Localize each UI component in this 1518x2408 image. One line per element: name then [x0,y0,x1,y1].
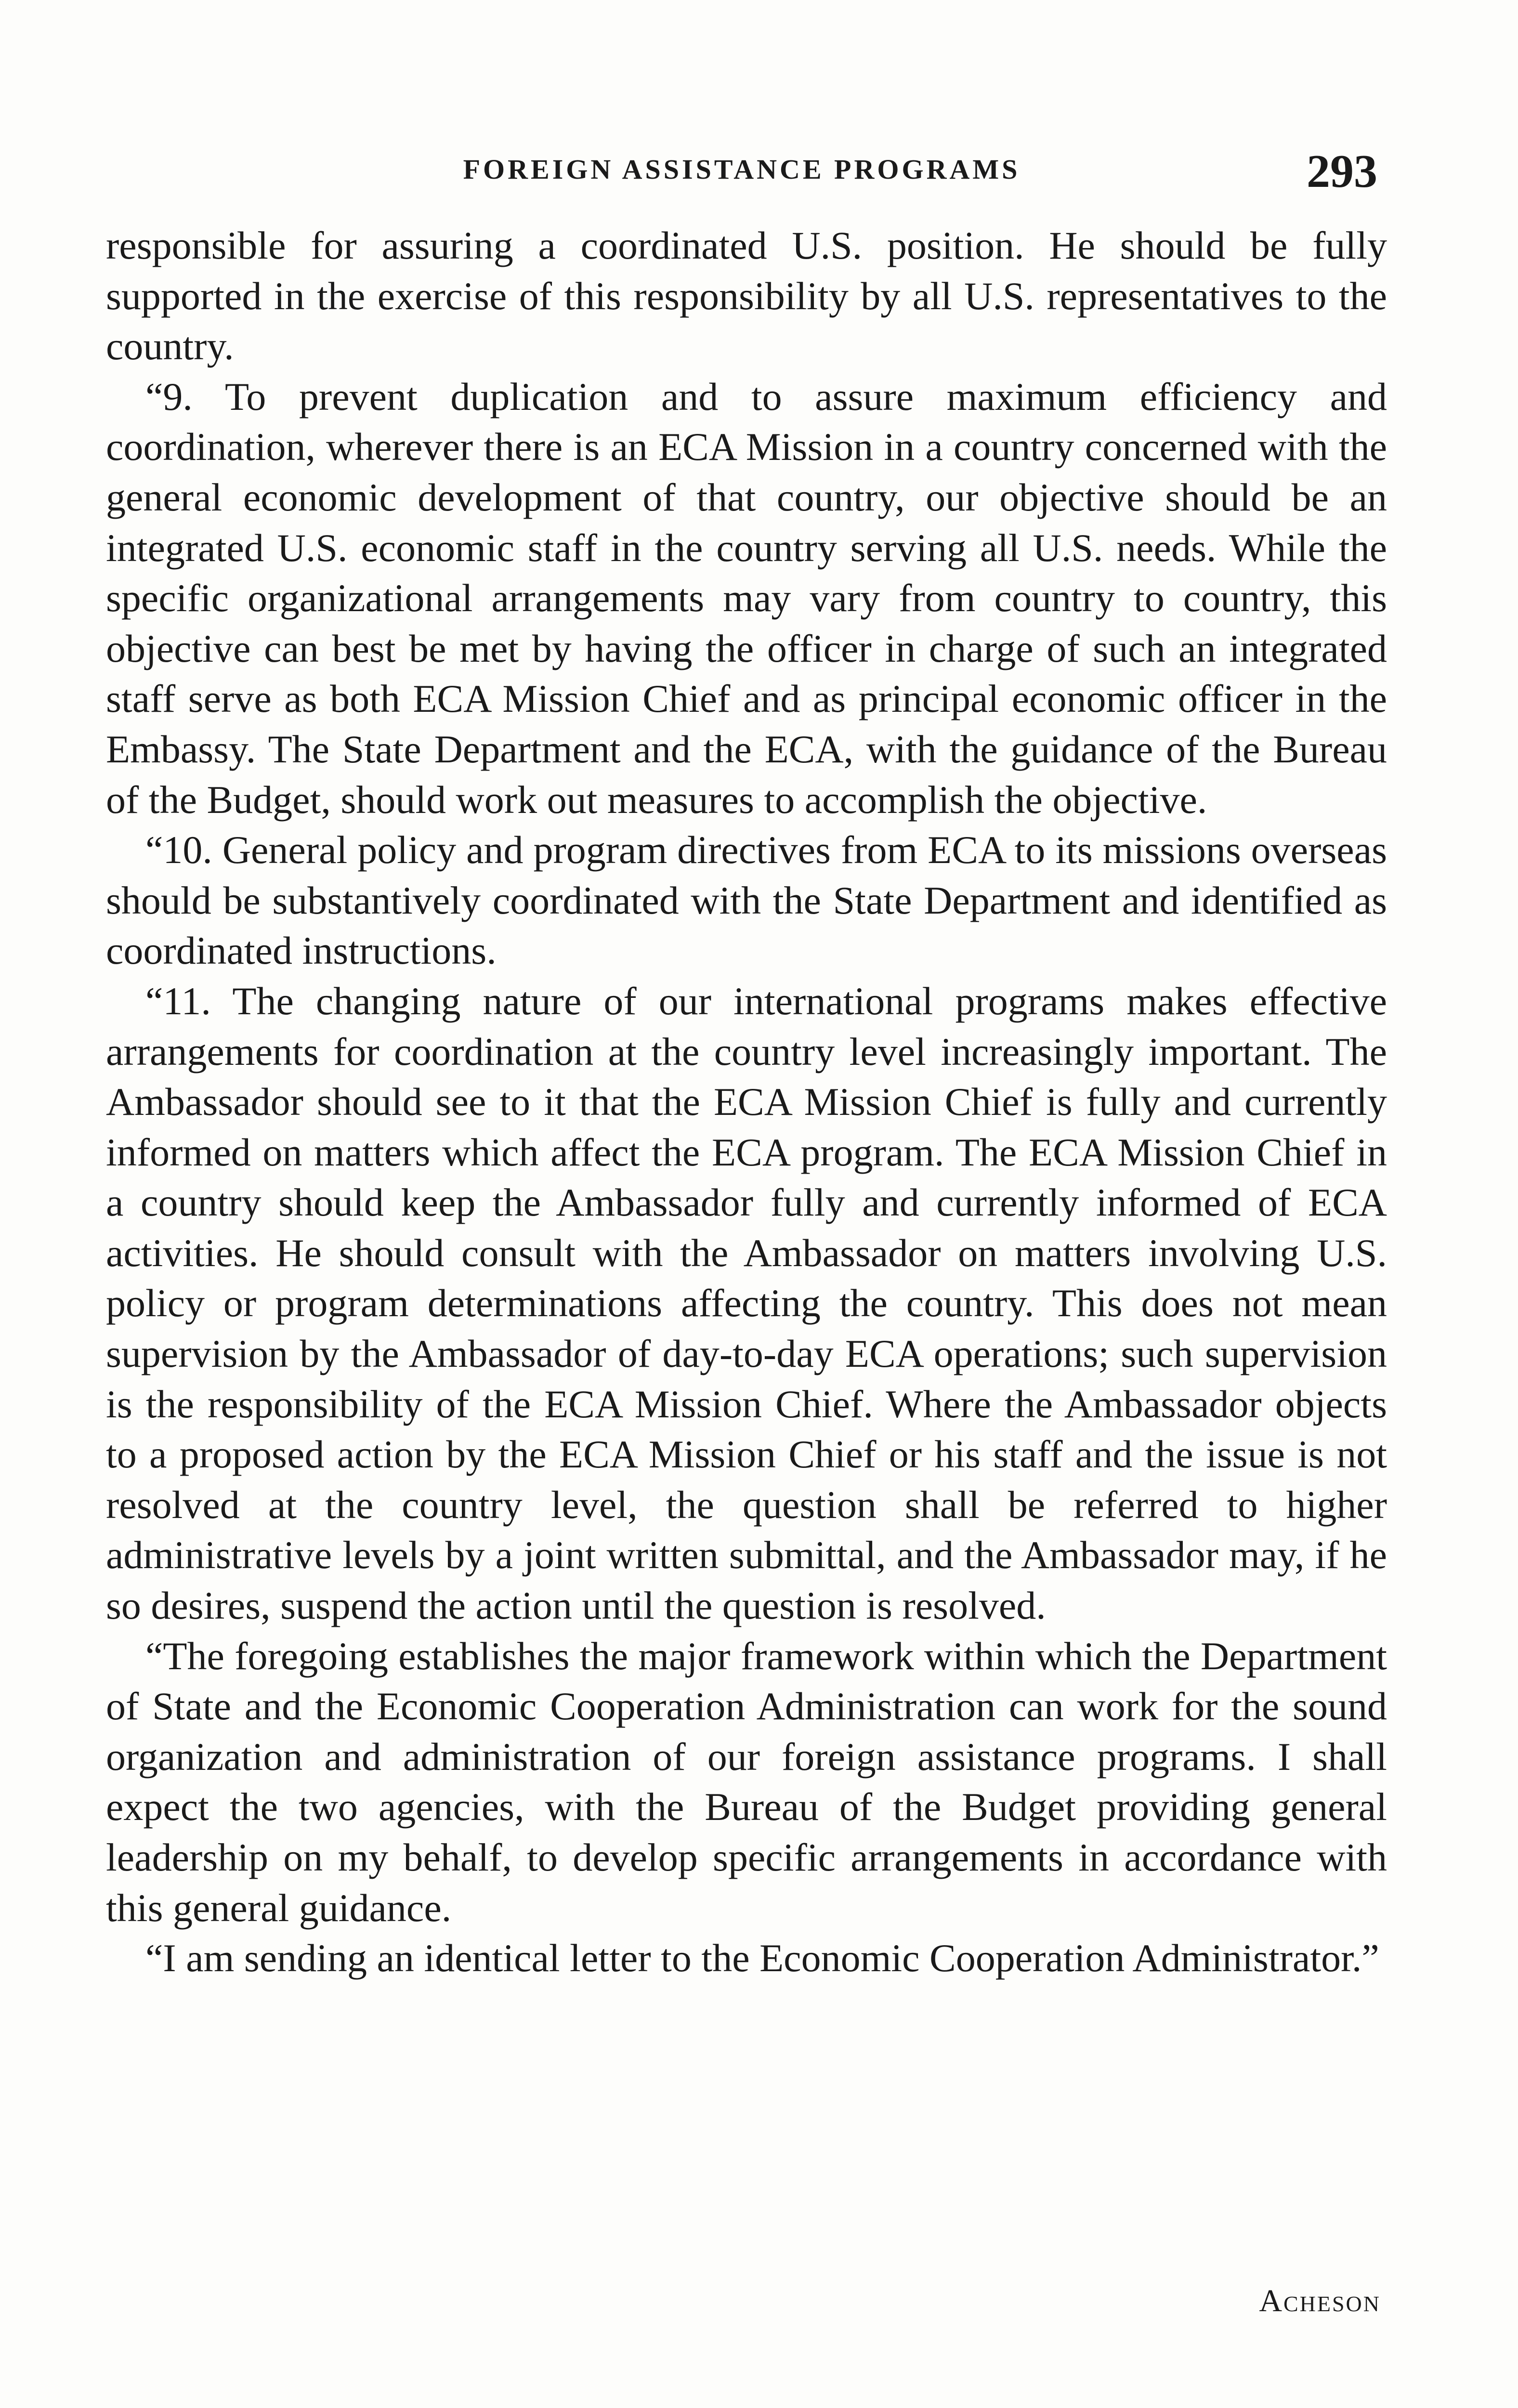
paragraph-item-10: “10. General policy and program directives from ECA to its missions overseas should be substantively coordinated with the State Department and identified as coordinated instructions. [106,828,1387,973]
page-number: 293 [1307,145,1377,197]
paragraph-closing: “I am sending an identical letter to the Economic Cooperation Administrator.” [145,1936,1379,1980]
running-title: FOREIGN ASSISTANCE PROGRAMS [463,154,1021,185]
signature-block [1259,2283,1381,2319]
running-head [106,144,1377,202]
signature: Acheson [1259,2283,1381,2318]
paragraph-foregoing: “The foregoing establishes the major framework within which the Department of State and the Economic Cooperation Administration can work for the sound organization and administration of our foreign assistance programs. I shall expect the two agencies, with the Bureau of the Budget providing general leadership on my behalf, to develop specific arrangements in accordance with this general guidance. [106,1634,1387,1930]
paragraph-item-11: “11. The changing nature of our international programs makes effective arrangements for coordination at the country level increasingly important. The Ambassador should see to it that the ECA Mission Chief is fully and currently informed on matters which affect the ECA program. The ECA Mission Chief in a country should keep the Ambassador fully and currently informed of ECA activities. He should consult with the Ambassador on matters involving U.S. policy or program determinations affecting the country. This does not mean supervision by the Ambassador of day-to-day ECA operations; such supervision is the responsibility of the ECA Mission Chief. Where the Ambassador objects to a proposed action by the ECA Mission Chief or his staff and the issue is not resolved at the country level, the question shall be referred to higher administrative levels by a joint written submittal, and the Ambassador may, if he so desires, suspend the action until the question is resolved. [106,979,1387,1628]
paragraph-item-9: “9. To prevent duplication and to assure maximum efficiency and coordination, wherever there is an ECA Mission in a country concerned with the general economic development of that country, our objective should be an integrated U.S. economic staff in the country serving all U.S. needs. While the specific organizational arrangements may vary from country to country, this objective can best be met by having the officer in charge of such an integrated staff serve as both ECA Mission Chief and as principal economic officer in the Embassy. The State Department and the ECA, with the guidance of the Bureau of the Budget, should work out measures to accomplish the objective. [106,374,1387,822]
body-text [106,221,1387,1984]
paragraph-continued: responsible for assuring a coordinated U.S. position. He should be fully supported in the exercise of this responsibility by all U.S. representatives to the country. [106,223,1387,368]
